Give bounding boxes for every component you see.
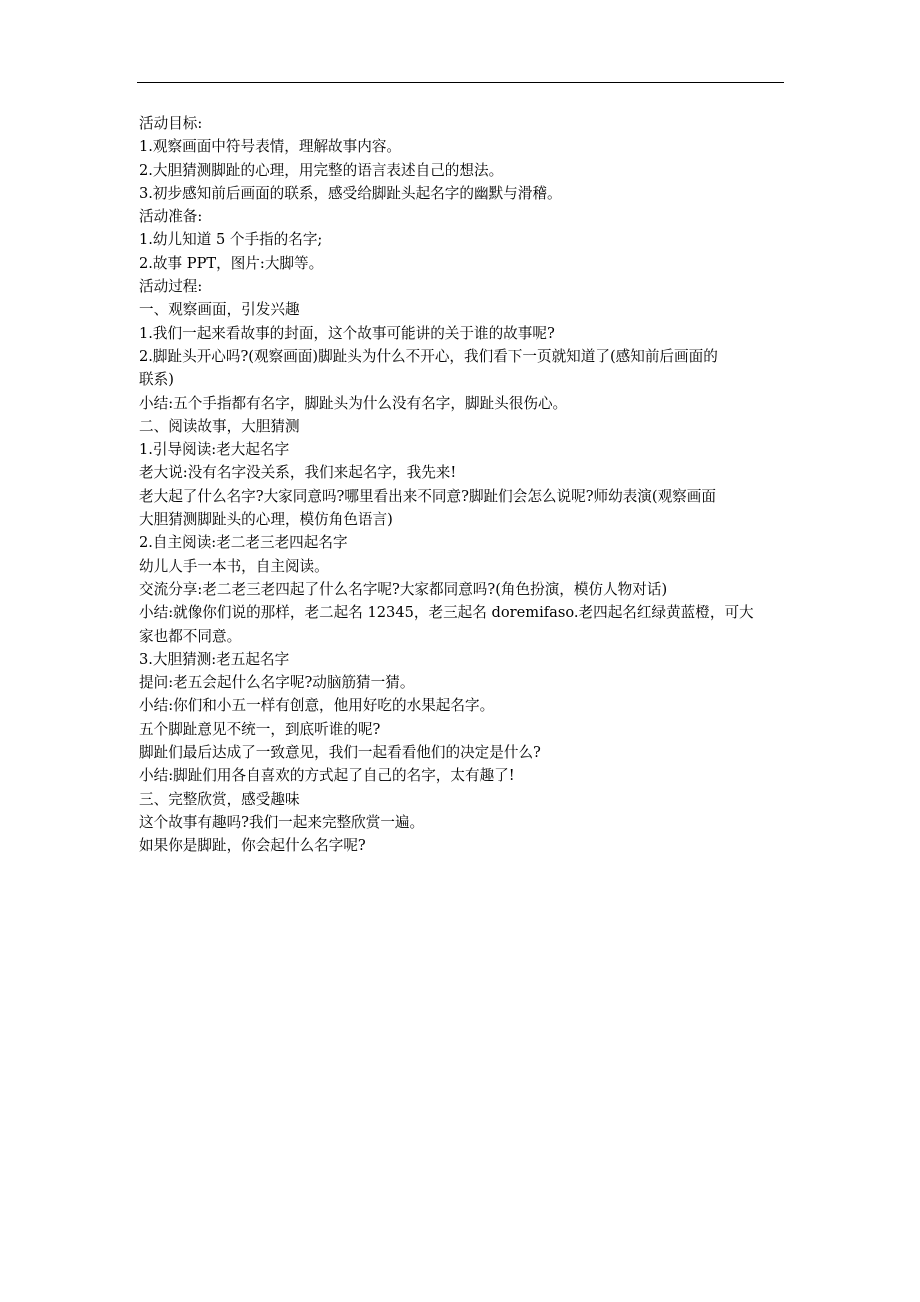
body-line: 这个故事有趣吗?我们一起来完整欣赏一遍。 <box>139 813 425 831</box>
header-rule <box>137 82 784 83</box>
summary-line: 小结:脚趾们用各自喜欢的方式起了自己的名字，太有趣了! <box>139 767 515 785</box>
body-line: 提问:老五会起什么名字呢?动脑筋猜一猜。 <box>139 674 415 692</box>
summary-line: 小结:你们和小五一样有创意，他用好吃的水果起名字。 <box>139 697 495 715</box>
body-line: 老大说:没有名字没关系，我们来起名字，我先来! <box>139 464 457 482</box>
summary-line: 小结:就像你们说的那样，老二起名 12345，老三起名 doremifaso.老四起名红绿黄蓝橙，可大 <box>139 604 754 622</box>
body-line: 1.引导阅读:老大起名字 <box>139 441 290 459</box>
body-line: 交流分享:老二老三老四起了什么名字呢?大家都同意吗?(角色扮演，模仿人物对话) <box>139 580 668 598</box>
body-line: 大胆猜测脚趾头的心理，模仿角色语言) <box>139 511 393 529</box>
process-part-2-heading: 二、阅读故事，大胆猜测 <box>139 417 300 435</box>
body-line: 2.自主阅读:老二老三老四起名字 <box>139 534 348 552</box>
summary-line: 小结:五个手指都有名字，脚趾头为什么没有名字，脚趾头很伤心。 <box>139 394 568 412</box>
goal-item-3: 3.初步感知前后画面的联系，感受给脚趾头起名字的幽默与滑稽。 <box>139 184 562 202</box>
body-line: 1.我们一起来看故事的封面，这个故事可能讲的关于谁的故事呢? <box>139 324 555 342</box>
process-part-1-heading: 一、观察画面，引发兴趣 <box>139 301 300 319</box>
process-part-3-heading: 三、完整欣赏，感受趣味 <box>139 790 300 808</box>
body-line: 联系) <box>139 371 174 389</box>
body-line: 脚趾们最后达成了一致意见，我们一起看看他们的决定是什么? <box>139 744 541 762</box>
section-heading-goals: 活动目标: <box>139 115 203 132</box>
body-line: 如果你是脚趾，你会起什么名字呢? <box>139 837 366 855</box>
section-heading-process: 活动过程: <box>139 278 203 296</box>
body-line: 五个脚趾意见不统一，到底听谁的呢? <box>139 720 381 738</box>
summary-line: 家也都不同意。 <box>139 627 242 645</box>
preparation-item-2: 2.故事 PPT，图片:大脚等。 <box>139 254 324 272</box>
body-line: 幼儿人手一本书，自主阅读。 <box>139 557 329 575</box>
body-line: 3.大胆猜测:老五起名字 <box>139 650 290 668</box>
goal-item-2: 2.大胆猜测脚趾的心理，用完整的语言表述自己的想法。 <box>139 161 504 179</box>
body-line: 老大起了什么名字?大家同意吗?哪里看出来不同意?脚趾们会怎么说呢?师幼表演(观察画面 <box>139 487 716 505</box>
section-heading-preparation: 活动准备: <box>139 208 203 226</box>
preparation-item-1: 1.幼儿知道 5 个手指的名字; <box>139 231 323 249</box>
document-body <box>139 112 787 858</box>
goal-item-1: 1.观察画面中符号表情，理解故事内容。 <box>139 138 402 156</box>
body-line: 2.脚趾头开心吗?(观察画面)脚趾头为什么不开心，我们看下一页就知道了(感知前后画面的 <box>139 347 718 365</box>
